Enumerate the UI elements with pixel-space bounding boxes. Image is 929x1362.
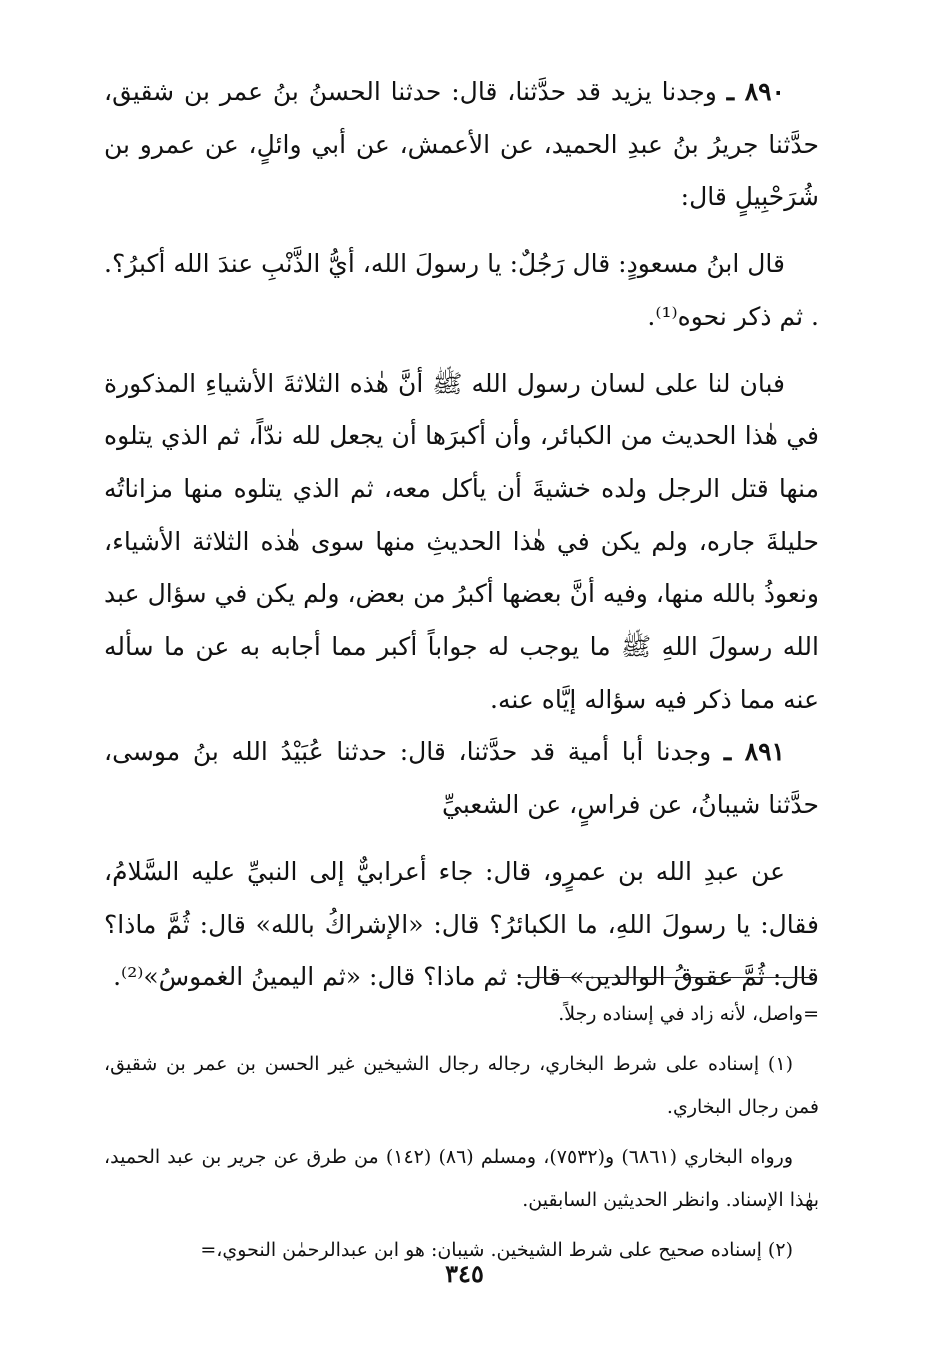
hadith-891-isnad	[104, 726, 819, 831]
footnote-1: (١) إسناده على شرط البخاري، رجاله رجال الشيخين غير الحسن بن عمر بن شقيق، فمن رجال البخاري.	[104, 1053, 819, 1118]
page-number: ٣٤٥	[445, 1259, 484, 1288]
footnote-1-continued: ورواه البخاري (٦٨٦١) و(٧٥٣٢)، ومسلم (٨٦) (١٤٢) من طرق عن جرير بن عبد الحميد، بهٰذا الإسناد. وانظر الحديثين السابقين.	[104, 1146, 819, 1211]
main-text	[104, 66, 819, 1004]
footnotes	[104, 993, 819, 1271]
hadith-890-isnad	[104, 66, 819, 224]
commentary-paragraph: فبان لنا على لسان رسول الله ﷺ أنَّ هٰذه الثلاثةَ الأشياءِ المذكورة في هٰذا الحديث من الكبائر، وأن أكبرَها أن يجعل لله ندّاً، ثم الذي يتلوه منها قتل الرجل ولده خشيةَ أن يأكل معه، ثم الذي يتلوه منها مزاناتُه حليلةَ جاره، ولم يكن في هٰذا الحديثِ منها سوى هٰذه الثلاثة الأشياء، ونعوذُ بالله منها، وفيه أنَّ بعضها أكبرُ من بعض، ولم يكن في سؤال عبد الله رسولَ اللهِ ﷺ ما يوجب له جواباً أكبر مما أجابه به عن ما سأله عنه مما ذكر فيه سؤاله إيَّاه عنه.	[104, 368, 819, 714]
footnote-continuation: =واصل، لأنه زاد في إسناده رجلاً.	[558, 1003, 819, 1025]
hadith-891-number: ٨٩١ ـ	[723, 737, 785, 767]
hadith-890-isnad-text: وجدنا يزيد قد حدَّثنا، قال: حدثنا الحسنُ بنُ عمر بن شقيق، حدَّثنا جريرُ بنُ عبدِ الحميد، عن الأعمش، عن أبي وائلٍ، عن عمرو بن شُرَحْبِيلٍ قال:	[104, 77, 819, 212]
hadith-891-isnad-text: وجدنا أبا أمية قد حدَّثنا، قال: حدثنا عُبَيْدُ الله بنُ موسى، حدَّثنا شيبانُ، عن فراسٍ، عن الشعبيِّ	[104, 737, 819, 820]
hadith-890-number: ٨٩٠ ـ	[726, 77, 785, 106]
hadith-891-matn: عن عبدِ الله بن عمرٍو، قال: جاء أعرابيٌّ إلى النبيِّ عليه السَّلامُ، فقال: يا رسولَ اللهِ، ما الكبائرُ؟ قال: «الإشراكُ بالله» قال: ثُمَّ ماذا؟ قال: ثُمَّ عقوقُ الوالدين» قال: ثم ماذا؟ قال: «ثم اليمينُ الغموسُ»⁽²⁾.	[104, 856, 819, 992]
hadith-890-matn: قال ابنُ مسعودٍ: قال رَجُلٌ: يا رسولَ الله، أيُّ الذَّنْبِ عندَ الله أكبرُ؟. . ثم ذكر نحوه⁽¹⁾.	[104, 249, 819, 331]
footnote-2: (٢) إسناده صحيح على شرط الشيخين. شيبان: هو ابن عبدالرحمٰن النحوي،=	[200, 1239, 793, 1262]
footnote-separator	[518, 977, 813, 978]
